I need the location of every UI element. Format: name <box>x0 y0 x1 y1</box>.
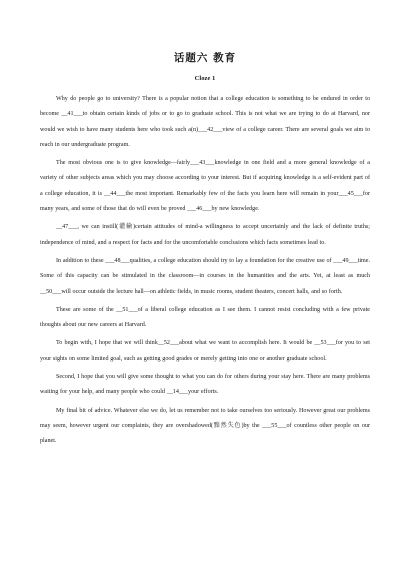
paragraph: The most obvious one is to give knowledge—fairly___43___knowledge in one field and a more general knowledge of a variety of other subjects areas which you may choose according to your interest. But if acquiring knowledge is a self-evident part of a college education, it is __44___the most important. Remarkably few of the facts you learn here will remain in your___45___for many years, and some of those that do will even be proved ___46___by new knowledge. <box>40 160 370 213</box>
paragraph: __47___, we can instill(灌输)certain attitudes of mind-a willingness to accept uncertainly and the lack of definite truths; independence of mind, and a respect for facts and for the uncomfortable conclusions which facts sometimes lead to. <box>40 224 370 246</box>
paragraph: These are some of the __51___of a liberal college education as I see them. I cannot resist concluding with a few private thoughts about our new careers at Harvard. <box>40 306 370 329</box>
paragraph: Second, I hope that you will give some thought to what you can do for others during your stay here. There are many problems waiting for your help, and many people who could __14___your efforts. <box>40 374 370 396</box>
paragraph: To begin with, I hope that we will think__52___about what we want to accomplish here. It would be __53___for you to set your sights on some limited goal, such as getting good grades or merely getting into one or another graduate school. <box>40 340 370 362</box>
page-title: 话题六 教育 <box>173 52 237 64</box>
paragraph: My final bit of advice. Whatever else we do, let us remember not to take ourselves too seriously. However great our problems may seem, however urgent our complaints, they are overshadowed(黯然失色)by the ___55___of countless other people on our planet. <box>40 407 370 445</box>
paragraph: In addition to these ___48___qualities, a college education should try to lay a foundation for the creative use of ___49___time. Some of this capacity can be stimulated in the classroom—in courses in the humanities and the arts. Yet, at least as much __50___will occur outside the lecture hall—on athletic fields, in music rooms, student theaters, concert halls, and so forth. <box>40 257 370 295</box>
section-subtitle: Cloze 1 <box>194 75 216 82</box>
paragraph: Why do people go to university? There is a popular notion that a college education is something to be endured in order to become __41___to obtain certain kinds of jobs or to go to graduate school. This is not what we are trying to do at Harvard, nor would we wish to have many students here who took such a(n)___42___view of a college career. There are several goals we aim to reach in our undergraduate program. <box>40 96 370 148</box>
